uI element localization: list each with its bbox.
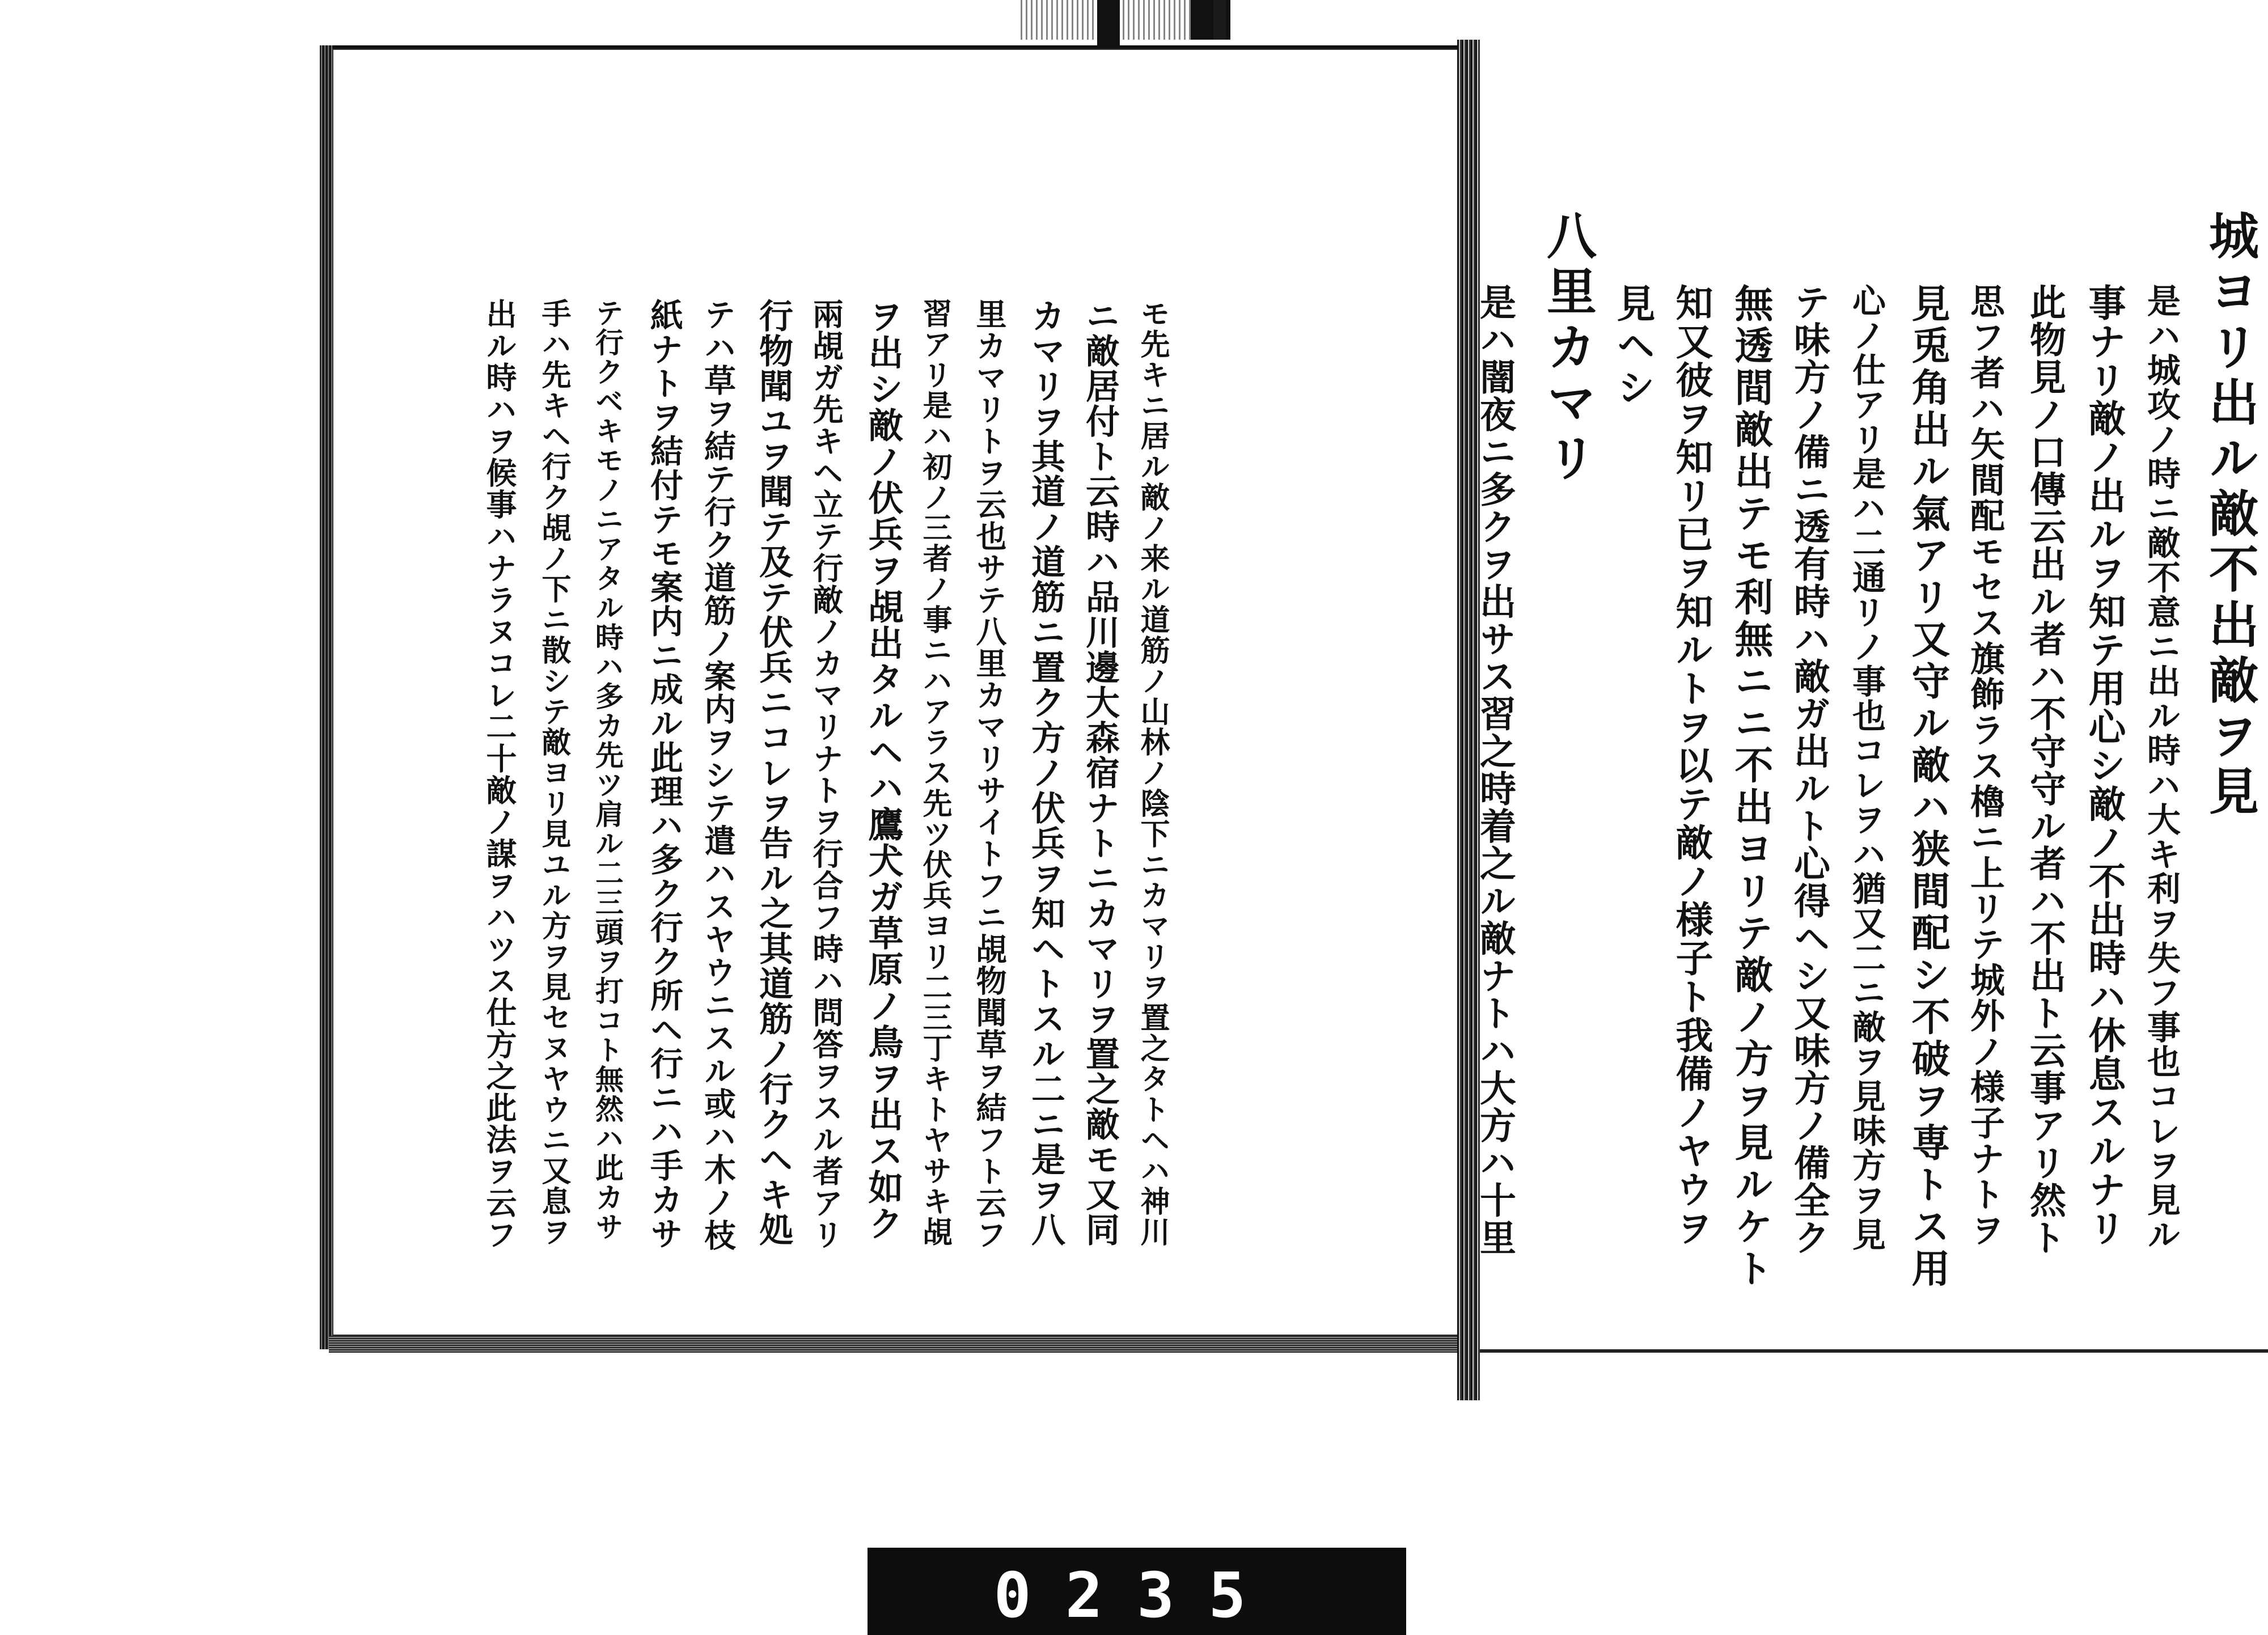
text-column: 事ナリ敵ノ出ルヲ知テ用心シ敵ノ不出時ハ休息スルナリ xyxy=(2082,283,2126,1247)
text-column: 見兎角出ル氣アリ又守ル敵ハ狭間配シ不破ヲ専トス用 xyxy=(1905,283,1950,1290)
text-column: 習アリ是ハ初ノ三者ノ事ニハアラス先ツ伏兵ヨリ二三丁キトヤサキ覘 xyxy=(917,298,952,1247)
text-column: 知又彼ヲ知リ已ヲ知ルトヲ以テ敵ノ様子ト我備ノヤウヲ xyxy=(1669,283,1713,1247)
text-column: カマリヲ其道ノ道筋ニ置ク方ノ伏兵ヲ知ヘトスル二ニ是ヲ八 xyxy=(1026,298,1065,1247)
text-column: 見ヘシ xyxy=(1610,283,1656,409)
page-number: 0235 xyxy=(993,1559,1280,1632)
page-number-stamp xyxy=(868,1548,1406,1635)
section-title: 八里カマリ xyxy=(1539,210,1598,488)
text-column: モ先キニ居ル敵ノ来ル道筋ノ山林ノ陰下ニカマリヲ置之タトヘハ神川 xyxy=(1135,298,1170,1247)
text-column: 無透間敵出テモ利無ニニ不出ヨリテ敵ノ方ヲ見ルケト xyxy=(1728,283,1774,1290)
open-book xyxy=(306,40,2260,1355)
text-column: 兩覘ガ先キヘ立テ行敵ノカマリナトヲ行合フ時ハ問答ヲスル者アリ xyxy=(808,298,844,1251)
scan-edge-artifact xyxy=(1213,0,1226,40)
text-column: 手ハ先キヘ行ク覘ノ下ニ散シテ敵ヨリ見ユル方ヲ見セヌヤウニ又息ヲ xyxy=(536,298,571,1247)
text-column: 此物見ノ口傳云出ル者ハ不守守ル者ハ不出ト云事アリ然ト xyxy=(2024,283,2066,1256)
right-page xyxy=(1474,40,2268,1353)
text-column: 是ハ城攻ノ時ニ敵不意ニ出ル時ハ大キ利ヲ失フ事也コレヲ見ル xyxy=(2142,283,2181,1252)
text-column: 里カマリトヲ云也サテ八里カマリサイトフニ覘物聞草ヲ結フト云フ xyxy=(971,298,1008,1251)
text-column: テハ草ヲ結テ行ク道筋ノ案内ヲシテ遣ハスヤウニスル或ハ木ノ枝 xyxy=(699,298,737,1252)
text-column: 是ハ闇夜ニ多クヲ出サス習之時着之ル敵ナトハ大方ハ十里 xyxy=(1474,283,1516,1256)
text-column: ニ敵居付ト云時ハ品川邊大森宿ナトニカマリヲ置之敵モ又同 xyxy=(1080,298,1120,1247)
text-column: 思フ者ハ矢間配モセス旗飾ラス櫓ニ上リテ城外ノ様子ナトヲ xyxy=(1965,283,2005,1248)
left-page xyxy=(329,45,1466,1339)
text-column: 行物聞ユヲ聞テ及テ伏兵ニコレヲ告ル之其道筋ノ行クヘキ処 xyxy=(754,298,793,1247)
section-title: 城ヨリ出ル敵不出敵ヲ見 xyxy=(2201,210,2260,821)
text-column: 心ノ仕アリ是ハ二通リノ事也コレヲハ猶又二ニ敵ヲ見味方ヲ見 xyxy=(1847,283,1886,1252)
text-column: 出ル時ハヲ候事ハナラヌコレ二十敵ノ謀ヲハツス仕方之此法ヲ云フ xyxy=(481,298,518,1251)
text-column: テ味方ノ備ニ透有時ハ敵ガ出ルト心得ヘシ又味方ノ備全ク xyxy=(1788,283,1830,1256)
text-column: テ行クベキモノニアタル時ハ多カ先ツ肩ル二三頭ヲ打コト無然ハ此カサ xyxy=(591,298,624,1242)
text-column: ヲ出シ敵ノ伏兵ヲ覘出タルヘハ鷹犬ガ草原ノ鳥ヲ出ス如ク xyxy=(862,298,904,1242)
text-column: 紙ナトヲ結付テモ案内ニ成ル此理ハ多ク行ク所ヘ行ニハ手カサ xyxy=(645,298,683,1251)
